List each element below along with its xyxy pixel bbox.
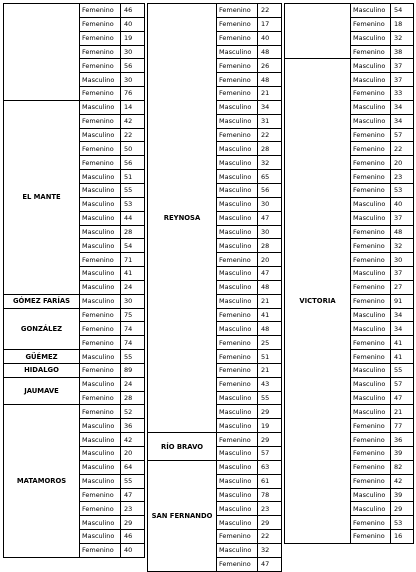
age-cell: 77	[391, 419, 414, 433]
sex-cell: Femenino	[351, 530, 391, 544]
municipality-cell: VICTORIA	[285, 59, 351, 544]
sex-cell: Masculino	[217, 502, 258, 516]
table-row	[4, 363, 145, 377]
age-cell: 23	[121, 502, 145, 516]
table-row	[285, 4, 414, 18]
sex-cell: Masculino	[351, 211, 391, 225]
age-cell: 19	[258, 419, 282, 433]
sex-cell: Masculino	[351, 73, 391, 87]
age-cell: 16	[391, 530, 414, 544]
sex-cell: Masculino	[217, 474, 258, 488]
sex-cell: Masculino	[351, 488, 391, 502]
table-row	[285, 59, 414, 73]
age-cell: 32	[258, 156, 282, 170]
age-cell: 55	[121, 183, 145, 197]
age-cell: 56	[258, 183, 282, 197]
age-cell: 48	[258, 322, 282, 336]
sex-cell: Femenino	[80, 17, 121, 31]
sex-cell: Masculino	[351, 363, 391, 377]
age-cell: 42	[391, 474, 414, 488]
age-cell: 43	[258, 377, 282, 391]
table-column-3	[284, 3, 414, 544]
age-cell: 37	[391, 59, 414, 73]
age-cell: 20	[121, 447, 145, 461]
age-cell: 56	[121, 59, 145, 73]
age-cell: 40	[121, 543, 145, 557]
age-cell: 48	[258, 73, 282, 87]
sex-cell: Masculino	[217, 391, 258, 405]
age-cell: 25	[258, 336, 282, 350]
sex-cell: Masculino	[80, 350, 121, 364]
sex-cell: Masculino	[217, 543, 258, 557]
sex-cell: Masculino	[217, 280, 258, 294]
sex-cell: Masculino	[80, 280, 121, 294]
age-cell: 91	[391, 294, 414, 308]
sex-cell: Femenino	[351, 17, 391, 31]
age-cell: 53	[121, 197, 145, 211]
age-cell: 30	[258, 197, 282, 211]
sex-cell: Femenino	[80, 253, 121, 267]
sex-cell: Masculino	[351, 100, 391, 114]
age-cell: 48	[391, 225, 414, 239]
sex-cell: Masculino	[80, 100, 121, 114]
sex-cell: Femenino	[80, 59, 121, 73]
age-cell: 18	[391, 17, 414, 31]
age-cell: 55	[391, 363, 414, 377]
age-cell: 26	[258, 59, 282, 73]
age-cell: 54	[121, 239, 145, 253]
age-cell: 46	[121, 4, 145, 18]
age-cell: 55	[121, 350, 145, 364]
sex-cell: Femenino	[217, 377, 258, 391]
table-row	[148, 433, 282, 447]
age-cell: 51	[258, 350, 282, 364]
sex-cell: Femenino	[80, 45, 121, 59]
age-cell: 41	[391, 350, 414, 364]
sex-cell: Masculino	[217, 267, 258, 281]
age-cell: 29	[258, 516, 282, 530]
sex-cell: Femenino	[80, 322, 121, 336]
age-cell: 55	[121, 474, 145, 488]
data-table-1	[3, 3, 145, 558]
sex-cell: Femenino	[217, 73, 258, 87]
sex-cell: Femenino	[351, 225, 391, 239]
sex-cell: Masculino	[80, 183, 121, 197]
age-cell: 21	[258, 87, 282, 101]
sex-cell: Femenino	[351, 350, 391, 364]
data-table-2	[147, 3, 282, 572]
sex-cell: Masculino	[80, 128, 121, 142]
sex-cell: Femenino	[217, 350, 258, 364]
age-cell: 41	[121, 267, 145, 281]
municipality-cell: REYNOSA	[148, 4, 217, 433]
age-cell: 34	[258, 100, 282, 114]
municipality-cell: GÜÉMEZ	[4, 350, 80, 364]
age-cell: 32	[391, 31, 414, 45]
age-cell: 21	[258, 363, 282, 377]
municipality-cell: JAUMAVE	[4, 377, 80, 405]
age-cell: 21	[258, 294, 282, 308]
age-cell: 47	[258, 267, 282, 281]
sex-cell: Masculino	[217, 447, 258, 461]
sex-cell: Masculino	[217, 211, 258, 225]
age-cell: 44	[121, 211, 145, 225]
sex-cell: Femenino	[217, 87, 258, 101]
sex-cell: Femenino	[80, 142, 121, 156]
sex-cell: Masculino	[217, 460, 258, 474]
age-cell: 28	[121, 225, 145, 239]
age-cell: 28	[258, 239, 282, 253]
table-row	[148, 460, 282, 474]
sex-cell: Masculino	[80, 447, 121, 461]
sex-cell: Masculino	[217, 114, 258, 128]
municipality-cell: SAN FERNANDO	[148, 460, 217, 571]
sex-cell: Femenino	[80, 4, 121, 18]
age-cell: 41	[258, 308, 282, 322]
sex-cell: Masculino	[80, 73, 121, 87]
sex-cell: Masculino	[351, 308, 391, 322]
sex-cell: Masculino	[80, 460, 121, 474]
sex-cell: Femenino	[351, 253, 391, 267]
age-cell: 89	[121, 363, 145, 377]
sex-cell: Femenino	[351, 336, 391, 350]
age-cell: 36	[121, 419, 145, 433]
age-cell: 41	[391, 336, 414, 350]
sex-cell: Masculino	[80, 433, 121, 447]
sex-cell: Femenino	[217, 363, 258, 377]
municipality-cell: EL MANTE	[4, 100, 80, 294]
age-cell: 30	[121, 73, 145, 87]
age-cell: 54	[391, 4, 414, 18]
sex-cell: Femenino	[351, 142, 391, 156]
sex-cell: Femenino	[351, 280, 391, 294]
sex-cell: Masculino	[217, 183, 258, 197]
municipality-cell: HIDALGO	[4, 363, 80, 377]
sex-cell: Femenino	[80, 488, 121, 502]
sex-cell: Femenino	[351, 447, 391, 461]
age-cell: 55	[258, 391, 282, 405]
sex-cell: Masculino	[351, 391, 391, 405]
age-cell: 28	[121, 391, 145, 405]
age-cell: 51	[121, 170, 145, 184]
sex-cell: Femenino	[80, 363, 121, 377]
sex-cell: Masculino	[80, 516, 121, 530]
sex-cell: Masculino	[217, 516, 258, 530]
sex-cell: Femenino	[217, 17, 258, 31]
age-cell: 50	[121, 142, 145, 156]
age-cell: 39	[391, 488, 414, 502]
sex-cell: Femenino	[351, 516, 391, 530]
age-cell: 74	[121, 336, 145, 350]
age-cell: 23	[391, 170, 414, 184]
age-cell: 40	[121, 17, 145, 31]
age-cell: 30	[258, 225, 282, 239]
sex-cell: Masculino	[351, 31, 391, 45]
municipality-cell	[285, 4, 351, 59]
age-cell: 57	[391, 128, 414, 142]
sex-cell: Femenino	[80, 336, 121, 350]
table-column-1	[3, 3, 145, 558]
age-cell: 24	[121, 280, 145, 294]
age-cell: 47	[391, 391, 414, 405]
table-column-2	[147, 3, 282, 572]
age-cell: 19	[121, 31, 145, 45]
sex-cell: Femenino	[217, 557, 258, 571]
table-row	[4, 4, 145, 18]
sex-cell: Femenino	[351, 128, 391, 142]
age-cell: 42	[121, 433, 145, 447]
age-cell: 29	[121, 516, 145, 530]
age-cell: 53	[391, 516, 414, 530]
sex-cell: Femenino	[80, 156, 121, 170]
municipality-cell: GÓMEZ FARÍAS	[4, 294, 80, 308]
age-cell: 47	[121, 488, 145, 502]
sex-cell: Masculino	[351, 377, 391, 391]
age-cell: 14	[121, 100, 145, 114]
sex-cell: Femenino	[80, 502, 121, 516]
sex-cell: Femenino	[80, 308, 121, 322]
age-cell: 76	[121, 87, 145, 101]
sex-cell: Masculino	[351, 59, 391, 73]
age-cell: 23	[258, 502, 282, 516]
municipality-cell: RÍO BRAVO	[148, 433, 217, 461]
age-cell: 78	[258, 488, 282, 502]
sex-cell: Femenino	[351, 45, 391, 59]
age-cell: 57	[391, 377, 414, 391]
sex-cell: Femenino	[351, 239, 391, 253]
table-row	[4, 377, 145, 391]
sex-cell: Femenino	[80, 87, 121, 101]
age-cell: 47	[258, 211, 282, 225]
sex-cell: Femenino	[351, 474, 391, 488]
age-cell: 31	[258, 114, 282, 128]
age-cell: 64	[121, 460, 145, 474]
age-cell: 22	[258, 128, 282, 142]
sex-cell: Masculino	[217, 239, 258, 253]
sex-cell: Femenino	[351, 460, 391, 474]
age-cell: 22	[258, 530, 282, 544]
age-cell: 21	[391, 405, 414, 419]
age-cell: 37	[391, 73, 414, 87]
municipality-cell	[4, 4, 80, 101]
age-cell: 29	[391, 502, 414, 516]
sex-cell: Femenino	[80, 31, 121, 45]
sex-cell: Femenino	[217, 530, 258, 544]
age-cell: 32	[258, 543, 282, 557]
sex-cell: Femenino	[80, 114, 121, 128]
sex-cell: Masculino	[351, 405, 391, 419]
age-cell: 61	[258, 474, 282, 488]
sex-cell: Femenino	[217, 336, 258, 350]
age-cell: 27	[391, 280, 414, 294]
sex-cell: Masculino	[80, 170, 121, 184]
age-cell: 40	[258, 31, 282, 45]
age-cell: 37	[391, 267, 414, 281]
sex-cell: Femenino	[217, 4, 258, 18]
age-cell: 82	[391, 460, 414, 474]
table-row	[4, 350, 145, 364]
table-row	[4, 308, 145, 322]
sex-cell: Femenino	[351, 87, 391, 101]
sex-cell: Masculino	[217, 156, 258, 170]
age-cell: 30	[391, 253, 414, 267]
age-cell: 24	[121, 377, 145, 391]
sex-cell: Masculino	[217, 405, 258, 419]
age-cell: 32	[391, 239, 414, 253]
sex-cell: Femenino	[217, 59, 258, 73]
sex-cell: Masculino	[351, 322, 391, 336]
sex-cell: Masculino	[80, 530, 121, 544]
age-cell: 34	[391, 114, 414, 128]
age-cell: 53	[391, 183, 414, 197]
sex-cell: Masculino	[217, 100, 258, 114]
age-cell: 20	[391, 156, 414, 170]
sex-cell: Masculino	[217, 488, 258, 502]
sex-cell: Femenino	[217, 433, 258, 447]
sex-cell: Femenino	[351, 294, 391, 308]
age-cell: 29	[258, 433, 282, 447]
sex-cell: Masculino	[80, 419, 121, 433]
sex-cell: Femenino	[351, 433, 391, 447]
sex-cell: Masculino	[80, 474, 121, 488]
table-row	[4, 294, 145, 308]
age-cell: 30	[121, 294, 145, 308]
age-cell: 29	[258, 405, 282, 419]
sex-cell: Femenino	[80, 405, 121, 419]
age-cell: 56	[121, 156, 145, 170]
age-cell: 48	[258, 280, 282, 294]
sex-cell: Masculino	[80, 267, 121, 281]
age-cell: 47	[258, 557, 282, 571]
table-row	[148, 4, 282, 18]
age-cell: 71	[121, 253, 145, 267]
age-cell: 28	[258, 142, 282, 156]
sex-cell: Masculino	[351, 502, 391, 516]
municipality-cell: MATAMOROS	[4, 405, 80, 557]
sex-cell: Masculino	[217, 45, 258, 59]
sex-cell: Femenino	[351, 183, 391, 197]
age-cell: 30	[121, 45, 145, 59]
sex-cell: Femenino	[351, 419, 391, 433]
sex-cell: Femenino	[217, 31, 258, 45]
age-cell: 34	[391, 308, 414, 322]
sex-cell: Masculino	[80, 294, 121, 308]
municipality-cell: GONZÁLEZ	[4, 308, 80, 350]
sex-cell: Masculino	[80, 239, 121, 253]
age-cell: 57	[258, 447, 282, 461]
age-cell: 36	[391, 433, 414, 447]
age-cell: 74	[121, 322, 145, 336]
sex-cell: Masculino	[351, 197, 391, 211]
table-row	[4, 405, 145, 419]
age-cell: 39	[391, 447, 414, 461]
age-cell: 65	[258, 170, 282, 184]
sex-cell: Masculino	[217, 322, 258, 336]
age-cell: 22	[258, 4, 282, 18]
age-cell: 40	[391, 197, 414, 211]
sex-cell: Femenino	[351, 170, 391, 184]
sex-cell: Masculino	[351, 114, 391, 128]
sex-cell: Masculino	[80, 197, 121, 211]
age-cell: 22	[391, 142, 414, 156]
age-cell: 52	[121, 405, 145, 419]
age-cell: 46	[121, 530, 145, 544]
age-cell: 20	[258, 253, 282, 267]
sex-cell: Masculino	[217, 225, 258, 239]
sex-cell: Femenino	[217, 128, 258, 142]
sex-cell: Masculino	[217, 419, 258, 433]
age-cell: 63	[258, 460, 282, 474]
sex-cell: Femenino	[351, 156, 391, 170]
sex-cell: Masculino	[217, 142, 258, 156]
age-cell: 33	[391, 87, 414, 101]
age-cell: 34	[391, 322, 414, 336]
sex-cell: Masculino	[80, 377, 121, 391]
sex-cell: Masculino	[217, 197, 258, 211]
age-cell: 75	[121, 308, 145, 322]
sex-cell: Femenino	[80, 543, 121, 557]
sex-cell: Femenino	[80, 391, 121, 405]
sex-cell: Femenino	[217, 308, 258, 322]
sex-cell: Masculino	[351, 267, 391, 281]
age-cell: 48	[258, 45, 282, 59]
sex-cell: Masculino	[351, 4, 391, 18]
age-cell: 37	[391, 211, 414, 225]
table-row	[4, 100, 145, 114]
age-cell: 22	[121, 128, 145, 142]
sex-cell: Masculino	[217, 294, 258, 308]
age-cell: 17	[258, 17, 282, 31]
sex-cell: Masculino	[80, 211, 121, 225]
sex-cell: Masculino	[217, 170, 258, 184]
data-table-3	[284, 3, 414, 544]
sex-cell: Masculino	[80, 225, 121, 239]
age-cell: 42	[121, 114, 145, 128]
age-cell: 38	[391, 45, 414, 59]
age-cell: 34	[391, 100, 414, 114]
sex-cell: Femenino	[217, 253, 258, 267]
